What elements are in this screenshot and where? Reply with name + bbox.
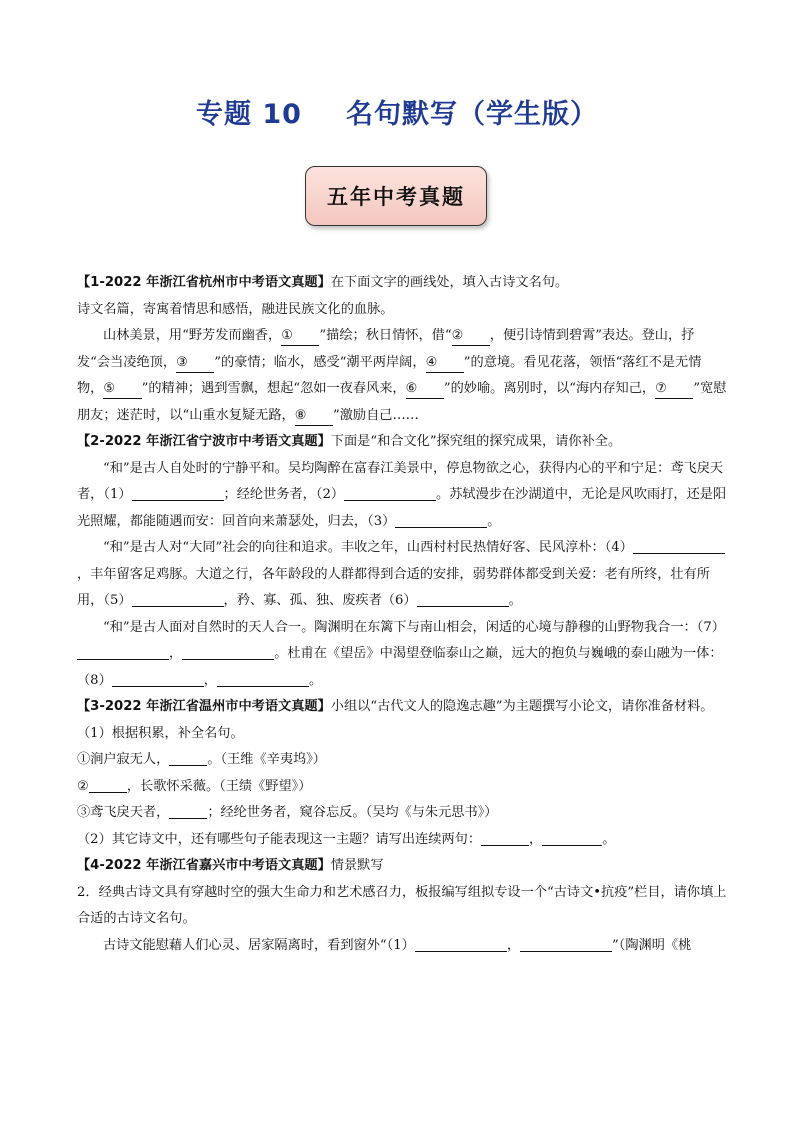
answer-blank-8a[interactable] <box>112 671 204 687</box>
passage-text: “和”是古人面对自然时的天人合一。陶渊明在东篱下与南山相会，闲适的心境与静穆的山野物我合一：（7） <box>103 619 725 635</box>
question-3-line-1 <box>77 747 727 774</box>
passage-text: ， <box>529 831 543 847</box>
question-4-paragraph-2 <box>77 933 727 960</box>
answer-blank-8b[interactable] <box>217 671 309 687</box>
answer-blank-5[interactable] <box>132 591 224 607</box>
passage-text: 。 <box>602 831 616 847</box>
passage-text: ；经纶世务者，（2） <box>223 487 345 502</box>
question-1-instruction: 在下面文字的画线处，填入古诗文名句。 <box>330 275 569 290</box>
passage-text: ③鸢飞戾天者， <box>77 805 170 820</box>
blank-number: ⑧ <box>294 407 307 423</box>
section-badge: 五年中考真题 <box>305 166 487 226</box>
answer-blank-4[interactable] <box>633 538 725 554</box>
passage-text: 山林美景，用“野芳发而幽香， <box>103 328 282 343</box>
question-4-header <box>77 853 727 880</box>
question-3-line-2 <box>77 774 727 801</box>
question-3-sub-1: （1）根据积累，补全名句。 <box>77 725 244 741</box>
question-3-line-3 <box>77 800 727 827</box>
question-1-intro: 诗文名篇，寄寓着情思和感悟，融进民族文化的血脉。 <box>77 301 394 317</box>
document-body <box>77 270 727 959</box>
blank-number: ⑦ <box>655 381 667 396</box>
passage-text: 。杜甫在《望岳》中渴望登临泰山之巅，远大的抱负与巍峨的泰山融为一体：（8） <box>77 646 723 688</box>
question-2-header <box>77 429 727 456</box>
answer-blank-1[interactable] <box>132 485 224 501</box>
answer-blank[interactable] <box>89 777 127 793</box>
passage-text: ”的豪情；临水，感受“潮平两岸阔， <box>214 354 426 370</box>
question-4-instruction: 情景默写 <box>330 858 384 873</box>
answer-blank-7a[interactable] <box>77 644 169 660</box>
passage-text: “和”是古人对“大同”社会的向往和追求。丰收之年，山西村村民热情好客、民风淳朴：（4） <box>103 540 633 555</box>
passage-text: ，矜、寡、孤、独、废疾者（6） <box>223 593 417 608</box>
passage-text: ，长歌怀采薇。（王绩《野望》） <box>126 778 312 794</box>
answer-blank[interactable] <box>542 830 602 846</box>
answer-blank-2[interactable] <box>344 485 436 501</box>
question-3-source: 【3-2022 年浙江省温州市中考语文真题】 <box>77 699 331 714</box>
blank-number: ⑤ <box>103 381 116 396</box>
blank-1[interactable] <box>281 327 319 346</box>
answer-blank-7b[interactable] <box>182 644 274 660</box>
question-1-header <box>77 270 727 297</box>
question-2-paragraph-3 <box>77 615 727 695</box>
passage-text: ”的精神；遇到雪飘，想起“忽如一夜春风来， <box>141 381 406 396</box>
passage-text: ”的妙喻。离别时，以“海内存知己， <box>443 381 656 396</box>
blank-7[interactable] <box>655 380 693 399</box>
passage-text: ”描绘；秋日情怀，借“ <box>319 328 452 343</box>
question-2-instruction: 下面是“和合文化”探究组的探究成果，请你补全。 <box>330 434 622 449</box>
blank-number: ③ <box>176 354 188 370</box>
answer-blank-3[interactable] <box>395 512 487 528</box>
passage-text: ”宽慰朋友；迷茫时，以“山重水复疑无路， <box>77 381 727 423</box>
passage-text: ，丰年留客足鸡豚。大道之行，各年龄段的人群都得到合适的安排，弱势群体都受到关爱：老有所终，壮有所用，（5） <box>77 566 710 608</box>
passage-text: 。 <box>308 672 323 688</box>
title-topic-number: 专题 10 <box>196 99 302 130</box>
question-3-header <box>77 694 727 721</box>
passage-text: ， <box>506 937 521 953</box>
title-topic-name: 名句默写（学生版） <box>345 99 598 130</box>
passage-text: ， <box>169 646 183 661</box>
question-4-paragraph-1: 2．经典古诗文具有穿越时空的强大生命力和艺术感召力，板报编写组拟专设一个“古诗文•抗疫”栏目，请你填上合适的古诗文名句。 <box>77 884 727 926</box>
blank-number: ⑥ <box>405 381 418 396</box>
passage-text: ①涧户寂无人， <box>77 752 170 767</box>
question-2-source: 【2-2022 年浙江省宁波市中考语文真题】 <box>77 434 331 449</box>
blank-number: ④ <box>425 354 438 370</box>
passage-text: ”（陶渊明《桃 <box>612 937 692 953</box>
question-3-instruction: 小组以“古代文人的隐逸志趣”为主题撰写小论文，请你准备材料。 <box>330 699 714 714</box>
question-2-paragraph-1 <box>77 456 727 536</box>
passage-text: 。（王维《辛夷坞》） <box>207 752 326 767</box>
passage-text: ”激励自己…… <box>332 407 419 423</box>
blank-5[interactable] <box>103 380 141 399</box>
blank-8[interactable] <box>295 407 333 426</box>
passage-text: 古诗文能慰藉人们心灵、居家隔离时，看到窗外“（1） <box>103 937 415 953</box>
passage-text: 。 <box>487 513 501 529</box>
passage-text: 。 <box>508 593 522 608</box>
answer-blank-1b[interactable] <box>520 936 612 952</box>
question-3-sub-2 <box>77 827 727 854</box>
blank-4[interactable] <box>426 354 464 373</box>
blank-2[interactable] <box>452 327 490 346</box>
passage-text: ② <box>77 778 89 794</box>
question-1-passage <box>77 323 727 429</box>
passage-text: ， <box>203 672 217 688</box>
question-1-source: 【1-2022 年浙江省杭州市中考语文真题】 <box>77 275 331 290</box>
blank-6[interactable] <box>406 380 444 399</box>
answer-blank[interactable] <box>169 750 207 766</box>
answer-blank[interactable] <box>481 830 529 846</box>
blank-number: ① <box>281 328 294 343</box>
blank-number: ② <box>451 328 464 343</box>
passage-text: （2）其它诗文中，还有哪些句子能表现这一主题？请写出连续两句： <box>77 831 482 847</box>
passage-text: 。苏轼漫步在沙湖道中，无论是风吹雨打，还是阳光照耀，都能随遇而安：回首向来萧瑟处，归去，（3） <box>77 487 727 529</box>
page-title <box>0 92 794 131</box>
question-2-paragraph-2 <box>77 535 727 615</box>
passage-text: ；经纶世务者，窥谷忘反。（吴均《与朱元思书》） <box>207 805 498 820</box>
passage-text: “和”是古人自处时的宁静平和。吴均陶醉在富春江美景中，停息物欲之心，获得内心的平和宁足：鸢飞戾天者，（1） <box>77 460 724 502</box>
answer-blank[interactable] <box>169 803 207 819</box>
question-4-source: 【4-2022 年浙江省嘉兴市中考语文真题】 <box>77 858 331 873</box>
answer-blank-6[interactable] <box>417 591 509 607</box>
answer-blank-1a[interactable] <box>415 936 507 952</box>
passage-text: ，便引诗情到碧霄”表达。登山，抒发“会当凌绝顶， <box>77 328 695 370</box>
passage-text: ”的意境。看见花落，领悟“落红不是无情物， <box>77 354 702 396</box>
blank-3[interactable] <box>176 354 214 373</box>
